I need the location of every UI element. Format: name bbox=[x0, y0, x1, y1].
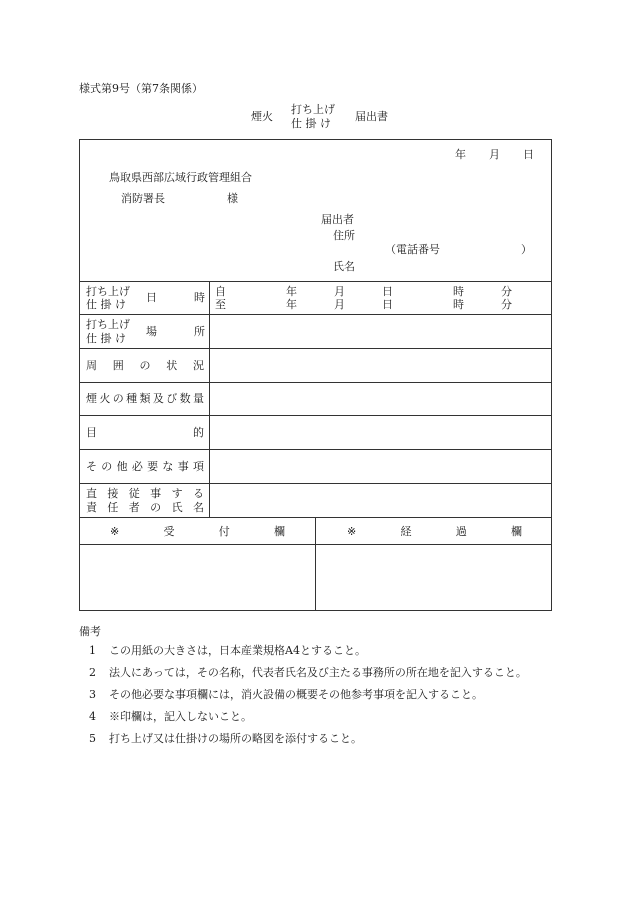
responsible-label-line1: 直 接 従 事 す る bbox=[86, 487, 204, 500]
column-divider bbox=[315, 517, 316, 611]
title-prefix: 煙火 bbox=[251, 110, 273, 123]
to-year: 年 bbox=[286, 298, 297, 311]
to-day: 日 bbox=[382, 298, 393, 311]
row-divider bbox=[79, 449, 552, 450]
surroundings-field[interactable] bbox=[212, 351, 548, 380]
name-label: 氏名 bbox=[333, 260, 355, 273]
row-label-shikake: 仕 掛 け bbox=[86, 298, 126, 311]
note-number: 5 bbox=[89, 732, 96, 745]
row-label-uchiage: 打ち上げ bbox=[86, 318, 130, 331]
phone-close: ） bbox=[521, 243, 532, 256]
note-number: 4 bbox=[89, 710, 96, 723]
reception-area bbox=[82, 547, 312, 607]
other-field[interactable] bbox=[212, 452, 548, 481]
to-label: 至 bbox=[215, 298, 226, 311]
row-label-uchiage: 打ち上げ bbox=[86, 285, 130, 298]
from-day: 日 bbox=[382, 285, 393, 298]
from-minute: 分 bbox=[501, 285, 512, 298]
form-number: 様式第9号（第7条関係） bbox=[79, 82, 203, 95]
phone-label: （電話番号 bbox=[385, 243, 440, 256]
note-number: 2 bbox=[89, 666, 96, 679]
date-month: 月 bbox=[489, 148, 500, 161]
row-label-shikake: 仕 掛 け bbox=[86, 332, 126, 345]
row-divider bbox=[79, 415, 552, 416]
place-field[interactable] bbox=[212, 317, 548, 346]
row-label-day: 日 bbox=[146, 291, 157, 304]
note-number: 1 bbox=[89, 644, 96, 657]
from-year: 年 bbox=[286, 285, 297, 298]
progress-header: ※ 経 過 欄 bbox=[347, 525, 522, 538]
date-year: 年 bbox=[455, 148, 466, 161]
addressee-org: 鳥取県西部広域行政管理組合 bbox=[109, 171, 252, 184]
note-number: 3 bbox=[89, 688, 96, 701]
surroundings-label: 周 囲 の 状 況 bbox=[86, 359, 204, 372]
title-option-shikake: 仕 掛 け bbox=[291, 117, 331, 130]
to-hour: 時 bbox=[453, 298, 464, 311]
row-label-place-2: 所 bbox=[194, 325, 205, 338]
fireworks-label: 煙 火 の 種 類 及 び 数 量 bbox=[86, 392, 204, 405]
column-divider bbox=[209, 281, 210, 517]
title-option-uchiage: 打ち上げ bbox=[291, 103, 335, 116]
address-label: 住所 bbox=[333, 229, 355, 242]
note-text: ※印欄は，記入しないこと。 bbox=[109, 710, 252, 723]
title-suffix: 届出書 bbox=[355, 110, 388, 123]
to-minute: 分 bbox=[501, 298, 512, 311]
row-divider bbox=[79, 382, 552, 383]
to-month: 月 bbox=[334, 298, 345, 311]
from-label: 自 bbox=[215, 285, 226, 298]
other-label: そ の 他 必 要 な 事 項 bbox=[86, 460, 204, 473]
purpose-label: 目 的 bbox=[86, 426, 204, 439]
row-divider bbox=[79, 281, 552, 282]
progress-area bbox=[318, 547, 548, 607]
responsible-label-line2: 責 任 者 の 氏 名 bbox=[86, 501, 204, 514]
addressee-honorific: 様 bbox=[227, 192, 238, 205]
addressee-title: 消防署長 bbox=[121, 192, 165, 205]
notifier-label: 届出者 bbox=[321, 213, 354, 226]
fireworks-field[interactable] bbox=[212, 385, 548, 413]
notes-title: 備考 bbox=[79, 625, 101, 638]
date-day: 日 bbox=[523, 148, 534, 161]
phone-field[interactable] bbox=[442, 241, 518, 257]
from-hour: 時 bbox=[453, 285, 464, 298]
note-text: 法人にあっては，その名称，代表者氏名及び主たる事務所の所在地を記入すること。 bbox=[109, 666, 527, 679]
row-divider bbox=[79, 348, 552, 349]
row-label-place-1: 場 bbox=[146, 325, 157, 338]
note-text: 打ち上げ又は仕掛けの場所の略図を添付すること。 bbox=[109, 732, 362, 745]
note-text: この用紙の大きさは，日本産業規格A4とすること。 bbox=[109, 644, 366, 657]
note-text: その他必要な事項欄には，消火設備の概要その他参考事項を記入すること。 bbox=[109, 688, 483, 701]
responsible-field[interactable] bbox=[212, 486, 548, 515]
row-divider bbox=[79, 314, 552, 315]
reception-header: ※ 受 付 欄 bbox=[110, 525, 285, 538]
row-divider bbox=[79, 483, 552, 484]
name-field[interactable] bbox=[362, 258, 542, 274]
row-label-hour: 時 bbox=[194, 291, 205, 304]
from-month: 月 bbox=[334, 285, 345, 298]
purpose-field[interactable] bbox=[212, 418, 548, 447]
